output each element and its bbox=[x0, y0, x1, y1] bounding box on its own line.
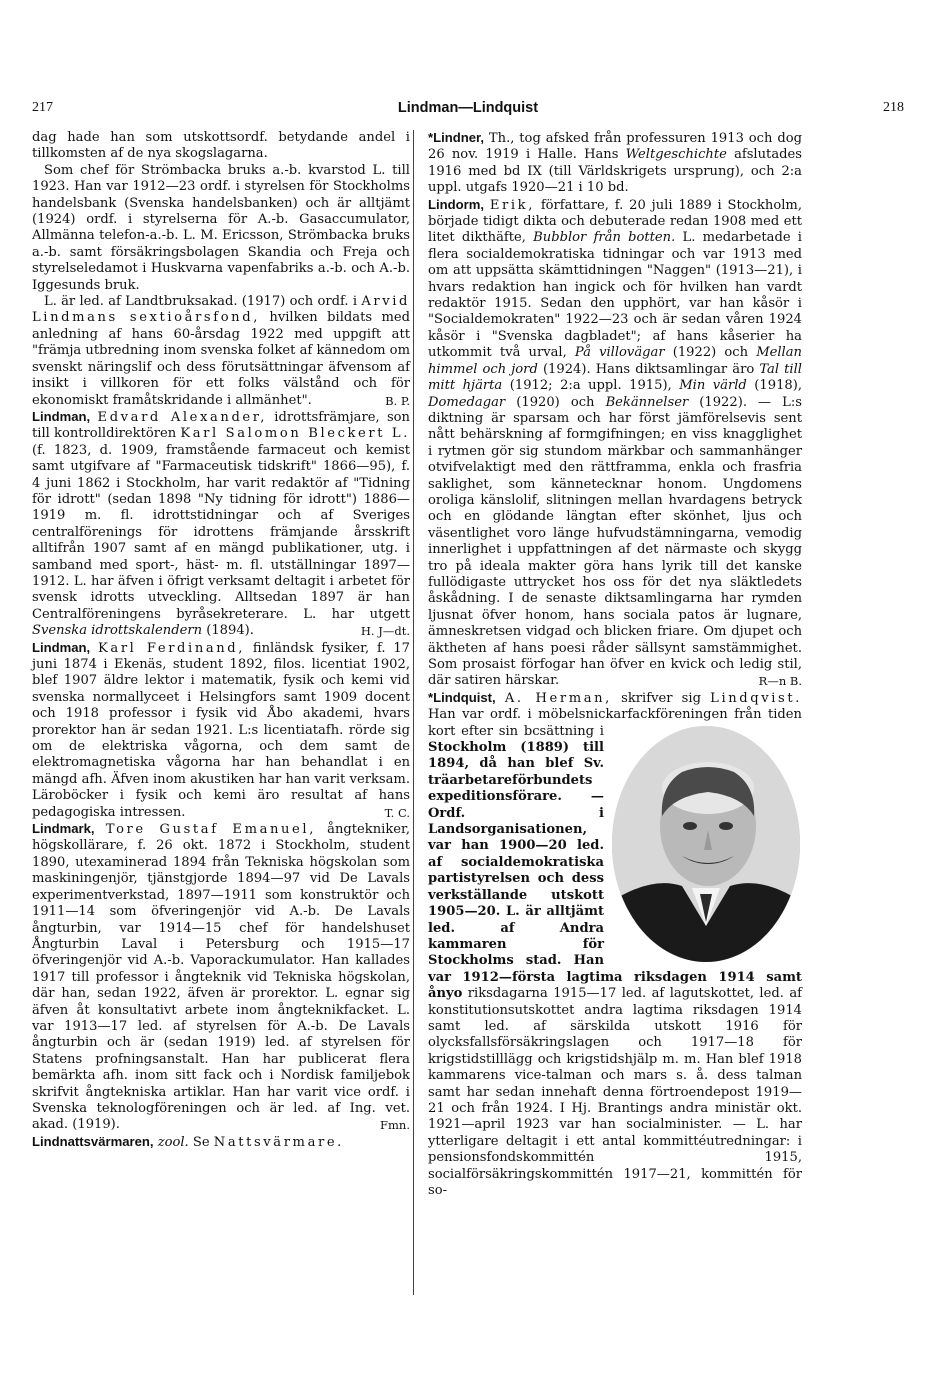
spaced-name: Erik, bbox=[489, 197, 535, 213]
entry-headword: *Lindquist, bbox=[428, 689, 496, 705]
paragraph: dag hade han som utskottsordf. betydande andel i tillkomsten af de nya skogslagarna. bbox=[32, 130, 410, 162]
portrait-photo-icon bbox=[612, 726, 802, 964]
text-run: (1912; 2:a uppl. 1915), bbox=[509, 378, 672, 394]
text-run: ångtekniker, högskollärare, f. 26 okt. 1872 i Stockholm, student 1890, utexaminerad 1894 från Tekniska högskolan som maskiningenjör, tjänstgjorde 1894—97 vid De Lavals experimentverkstad, 1897—1911 som konstruktör och 1911—14 som öfveringenjör vid A.-b. De Lavals ångturbin, var 1914—15 chef för handelshuset Ångturbin Laval i Petersburg och 1915—17 öfveringenjör vid A.-b. Vaporackumulator. Han kallades 1917 till professor i ångteknik vid Tekniska högskolan, där han, sedan 1922, äfven är prorektor. L. egnar sig äfven åt konsultativt arbete inom ångteknikfacket. L. var 1913—17 led. af styrelsen för A.-b. De Lavals ångturbin och är (sedan 1919) led. af styrelsen för Statens profningsanstalt. Han har publicerat flera bemärkta afh. inom sitt fack och i Nordisk familjebok skrifvit ångtekniska artiklar. Han har varit vice ordf. i Svenska teknologföreningen och är led. af Ing. vet. akad. (1919). bbox=[32, 822, 410, 1133]
paragraph: Som chef för Strömbacka bruks a.-b. kvarstod L. till 1923. Han var 1912—23 ordf. i styrelsen för Stockholms handelsbank (Svenska handelsbanken) och är alltjämt (1924) ordf. i styrelserna för A.-b. Gasaccumulator, Allmänna telefon-a.-b. L. M. Ericsson, Strömbacka bruks a.-b. samt försäkringsbolagen Skandia och Freja och styrelseledamot i Huskvarna vapenfabriks a.-b. och A.-b. Iggesunds bruk. bbox=[32, 162, 410, 293]
text-run: finländsk fysiker, f. 17 juni 1874 i Ekenäs, student 1892, filos. licentiat 1902, blef 1907 äldre lektor i matematik, fysik och kemi vid svenska normallyceet i Helsingfors samt 1909 docent och 1918 professor i fysik vid Åbo akademi, hvars prorektor han är sedan 1921. L:s licentiatafh. rörde sig om de elektriska vågorna, och dem samt de elektromagnetiska vågorna har han behandlat i en mängd afh. Äfven inom akustiken har han varit verksam. Läroböcker i fysik och kemi äro resultat af hans pedagogiska intressen. bbox=[32, 640, 410, 820]
entry-headword: *Lindner, bbox=[428, 130, 485, 145]
text-run: (1924). Hans diktsamlingar äro bbox=[542, 361, 755, 377]
running-title: Lindman—Lindquist bbox=[397, 100, 539, 116]
signature: H. J—dt. bbox=[360, 624, 410, 639]
entry-headword: Lindorm, bbox=[428, 196, 485, 212]
book-title: Bubblor från botten. bbox=[533, 230, 676, 246]
entry-headword: Lindman, bbox=[32, 639, 91, 655]
book-title: Min värld bbox=[679, 378, 747, 394]
page-number-right: 218 bbox=[883, 100, 904, 115]
spaced-name: Tore Gustaf Emanuel, bbox=[105, 822, 316, 838]
entry-headword: Lindman, bbox=[32, 408, 91, 424]
text-run: riksdagarna 1915—17 led. af lagutskottet, led. af konstitutionsutskottet andra lagtima riksdagen 1914 samt led. af särskilda utskott 1916 för olycksfallsförsäkringslagen och 1917—18 för krigstidstilllägg och krigstidshjälp m. m. Han blef 1918 kammarens vice-talman och mars s. å. dess talman samt har sedan innehaft denna förtroendepost 1919—21 och från 1924. I Hj. Brantings andra ministär okt. 1921—april 1923 var han socialminister. — L. har ytterligare deltagit i ett antal kommittéutredningar: i pensionsfondskommittén 1915, socialförsäkringskommittén 1917—21, kommittén för so- bbox=[428, 986, 802, 1198]
entry-lindman-edvard bbox=[32, 409, 410, 640]
book-title: Weltgeschichte bbox=[625, 147, 727, 163]
text-run: afslutades 1916 med bd IX (till Världskrigets ursprung), och 2:a uppl. utgafs 1920—21 i 10 bd. bbox=[428, 147, 802, 196]
book-title: Mellan himmel och jord bbox=[428, 345, 802, 377]
book-title: På villovägar bbox=[574, 345, 665, 361]
signature: T. C. bbox=[384, 805, 410, 820]
text-run: hvilken bildats med anledning af hans 60-årsdag 1922 med uppgift att "främja utbredning inom svenska folket af kännedom om svenskt näringslif och dess förutsättningar äfvensom af insikt i villkoren för ett folks välstånd och för ekonomiskt framåtskridande i allmänhet". bbox=[32, 310, 411, 408]
signature: B. P. bbox=[385, 393, 410, 408]
entry-lindnattsvarmaren bbox=[32, 1134, 410, 1151]
column-divider bbox=[413, 130, 414, 1295]
text-run: (1922). — L:s diktning är sparsam och har först jämförelsevis sent nått behärskning af formgifningen; en viss knagglighet i rytmen gör sig stundom märkbar och sammanhänger otvifvelaktigt med den rättframma, enkla och frasfria saklighet, som kännetecknar honom. Ungdomens oroliga känslolif, slitningen mellan hvardagens betryck och en glödande längtan efter skönhet, ljus och väsentlighet voro länge hufvudstämningarna, vemodig innerlighet i uppfattningen af det närmaste och skygg tro på ideala makter göra hans lyrik till det kanske fullödigaste uttrycket hos oss för det nya släktledets åskådning. I de senaste diktsamlingarna har rymden ljusnat öfver honom, hans sociala patos är lugnare, ämneskretsen vidgad och blicken friare. Om djupet och äktheten af hans poesi råder sällsynt samstämmighet. Som prosaist förfogar han öfver en kvick och ledig stil, där satiren härskar. bbox=[428, 394, 803, 689]
signature: Fmn. bbox=[380, 1118, 410, 1133]
signature: R—n B. bbox=[758, 674, 802, 689]
spaced-name: Edvard Alexander, bbox=[97, 409, 267, 425]
text-run: skrifver sig bbox=[621, 690, 701, 706]
text-run: (1918), bbox=[754, 378, 802, 394]
book-title: Tal till mitt hjärta bbox=[428, 361, 802, 394]
text-run: (1920) och bbox=[516, 394, 595, 410]
entry-lindman-karl bbox=[32, 640, 410, 821]
paragraph bbox=[32, 294, 410, 409]
entry-lindmark bbox=[32, 821, 410, 1134]
text-run: Han var ordf. i möbelsnickarfackföreningen från tiden kort efter sin bcsättning i bbox=[428, 707, 802, 739]
book-title: Domedagar bbox=[428, 394, 506, 410]
portrait-oval bbox=[612, 726, 800, 962]
spaced-name: Karl Salomon Bleckert L. bbox=[180, 426, 410, 442]
page-header bbox=[32, 100, 904, 122]
entry-headword: Lindnattsvärmaren, bbox=[32, 1133, 154, 1149]
page-number-left: 217 bbox=[32, 100, 53, 115]
spaced-name: Karl Ferdinand, bbox=[98, 640, 246, 656]
entry-lindorm bbox=[428, 197, 802, 690]
field-abbrev: zool. bbox=[157, 1134, 189, 1150]
text-run: Se bbox=[192, 1134, 210, 1150]
text-run: L. medarbetade i flera socialdemokratiska tidningar och var 1913 med om att uppsätta skämttidningen "Naggen" (1913—21), i hvars redaktion han ingick och för hvilken han vardt redaktör 1915. Sedan den upphört, var han kåsör i "Socialdemokraten" 1922—23 och är sedan våren 1924 kåsör i "Svenska dagbladet"; af hans kåserier ha utkommit två urval, bbox=[428, 230, 802, 361]
entry-lindquist bbox=[428, 690, 802, 1200]
cross-reference: Nattsvärmare. bbox=[213, 1134, 344, 1150]
text-run: (1922) och bbox=[672, 345, 749, 361]
text-run: (f. 1823, d. 1909, framstående farmaceut och kemist samt utgifvare af "Farmaceutisk tidskrift" 1866—95), f. 4 juni 1862 i Stockholm, har varit redaktör af "Tidning för idrott" (sedan 1898 "Ny tidning för idrott") 1886—1919 m. fl. idrottstidningar och af Sveriges centralförenings för idrottens främjande årsskrift alltifrån 1907 samt af en mängd publikationer, utg. i samband med sport-, häst- m. fl. utställningar 1897—1912. L. har äfven i öfrigt verksamt deltagit i arbetet för svensk idrotts utveckling. Alltsedan 1897 är han Centralföreningens byråsekreterare. L. har utgett bbox=[32, 442, 410, 622]
text-run: författare, f. 20 juli 1889 i Stockholm, började tidigt dikta och debuterade redan 1908 med ett litet dikthäfte, bbox=[428, 197, 802, 246]
spaced-name: Lindqvist. bbox=[710, 690, 802, 706]
text-run-bold: Stockholm (1889) till 1894, då han blef Sv. träarbetareförbundets expeditionsförare. — Ordf. i Landsorganisationen, var han 1900—20 led. af socialdemokratiska partistyrelsen och dess verkställande utskott 1905—20. L. är alltjämt led. af Andra kammaren för Stockholms stad. Han var 1912—första lagtima riksdagen 1914 samt ånyo bbox=[428, 740, 802, 1002]
text-run: L. är led. af Landtbruksakad. (1917) och ordf. i bbox=[44, 294, 358, 310]
text-run: (1894). bbox=[206, 623, 254, 639]
entry-headword: Lindmark, bbox=[32, 821, 95, 837]
spaced-name: Arvid Lindmans sextioårsfond, bbox=[32, 294, 410, 326]
left-column bbox=[32, 130, 410, 1151]
book-title: Bekännelser bbox=[605, 394, 689, 410]
right-column bbox=[428, 130, 802, 1199]
text-run: idrottsfrämjare, son till kontrolldirektören bbox=[32, 409, 410, 442]
book-title: Svenska idrottskalendern bbox=[32, 623, 203, 639]
text-run: Th., tog afsked från professuren 1913 och dog 26 nov. 1919 i Halle. Hans bbox=[428, 131, 802, 163]
entry-lindner bbox=[428, 130, 802, 197]
portrait-drawing bbox=[612, 726, 800, 962]
spaced-name: A. Herman, bbox=[504, 690, 612, 706]
